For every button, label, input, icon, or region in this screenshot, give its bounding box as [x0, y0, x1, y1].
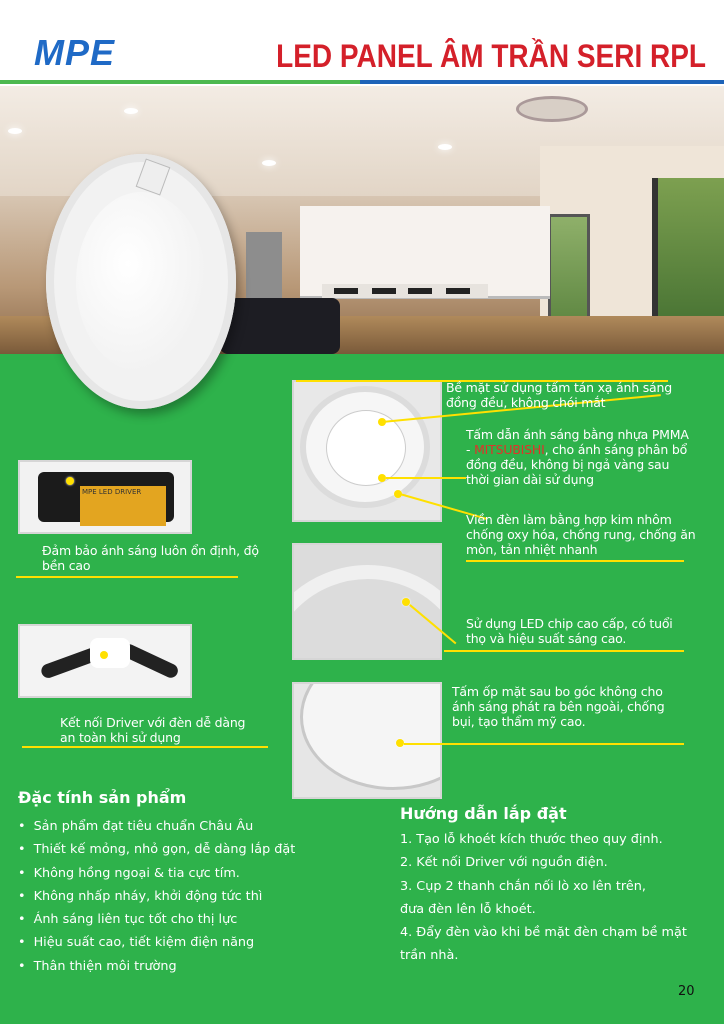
installation-title: Hướng dẫn lắp đặt [400, 804, 567, 823]
product-features-title: Đặc tính sản phẩm [18, 788, 187, 807]
brand-logo: MPE [34, 32, 116, 73]
callout-line [466, 560, 684, 562]
ceiling-vent [516, 96, 588, 122]
sofa [220, 298, 340, 354]
callout-line [22, 746, 268, 748]
callout-line [386, 477, 466, 479]
note-light-guide: Tấm dẫn ánh sáng bằng nhựa PMMA - MITSUBISHI, cho ánh sáng phân bổ đồng đều, không bị ngả vàng sau thời gian dài sử dụng [466, 427, 689, 487]
note-back-cover: Tấm ốp mặt sau bo góc không cho ánh sáng phát ra bên ngoài, chống bụi, tạo thẩm mỹ cao. [452, 684, 665, 729]
list-item: • Ánh sáng liên tục tốt cho thị lực [18, 911, 295, 934]
bar-stool [372, 288, 396, 294]
led-chip-photo [292, 543, 442, 660]
callout-line [16, 576, 238, 578]
ceiling-downlight [8, 128, 22, 134]
callout-line [404, 743, 684, 745]
list-item: 4. Đẩy đèn vào khi bề mặt đèn chạm bề mặt [400, 925, 687, 941]
installation-steps [400, 828, 710, 968]
list-item: 3. Cụp 2 thanh chắn nối lò xo lên trên, [400, 878, 646, 894]
driver-box [38, 472, 174, 522]
ceiling-downlight [124, 108, 138, 114]
bar-stool [446, 288, 470, 294]
bar-stool [334, 288, 358, 294]
callout-dot [100, 651, 108, 659]
page-title: LED PANEL ÂM TRẦN SERI RPL [276, 38, 706, 74]
header-divider-blue [360, 80, 724, 84]
note-frame: Viền đèn làm bằng hợp kim nhôm chống oxy hóa, chống rung, chống ăn mòn, tản nhiệt nhanh [466, 512, 696, 557]
list-item: • Không hồng ngoại & tia cực tím. [18, 865, 295, 888]
list-item: • Thân thiện môi trường [18, 958, 295, 981]
list-item: đưa đèn lên lỗ khoét. [400, 901, 536, 917]
callout-dot [396, 739, 404, 747]
driver-photo [18, 460, 192, 534]
panel-diffuser [326, 410, 406, 486]
header-divider-green [0, 80, 400, 84]
note-led-chip: Sử dụng LED chip cao cấp, có tuổi thọ và hiệu suất sáng cao. [466, 616, 673, 646]
connector-photo [18, 624, 192, 698]
page-number: 20 [678, 984, 695, 999]
list-item: • Thiết kế mỏng, nhỏ gọn, dễ dàng lắp đặt [18, 841, 295, 864]
list-item: • Hiệu suất cao, tiết kiệm điện năng [18, 934, 295, 957]
list-item: 2. Kết nối Driver với nguồn điện. [400, 855, 608, 871]
panel-front-photo [292, 380, 442, 522]
panel-lens [76, 192, 206, 372]
brand-mitsubishi: MITSUBISHI [474, 442, 545, 457]
list-item: 1. Tạo lỗ khoét kích thước theo quy định. [400, 832, 663, 847]
list-item: trần nhà. [400, 948, 459, 964]
back-cover [300, 682, 442, 790]
driver-label: MPE LED DRIVER [80, 486, 166, 526]
product-features-list [18, 818, 295, 981]
list-item: • Sản phẩm đạt tiêu chuẩn Châu Âu [18, 818, 295, 841]
ceiling-downlight [262, 160, 276, 166]
note-driver: Đảm bảo ánh sáng luôn ổn định, độ bền cao [42, 543, 259, 573]
note-connector: Kết nối Driver với đèn dễ dàng an toàn khi sử dụng [60, 715, 246, 745]
led-panel-product-image [46, 154, 236, 409]
fridge [246, 232, 282, 304]
ceiling-downlight [438, 144, 452, 150]
list-item: • Không nhấp nháy, khởi động tức thì [18, 888, 295, 911]
callout-dot [378, 474, 386, 482]
page-header [0, 0, 724, 86]
bar-stool [408, 288, 432, 294]
callout-dot [66, 477, 74, 485]
callout-line [444, 650, 684, 652]
note-surface: Bề mặt sử dụng tấm tán xạ ánh sáng đồng đều, không chói mắt [446, 380, 672, 410]
back-cover-photo [292, 682, 442, 799]
connector-plug [90, 638, 130, 668]
